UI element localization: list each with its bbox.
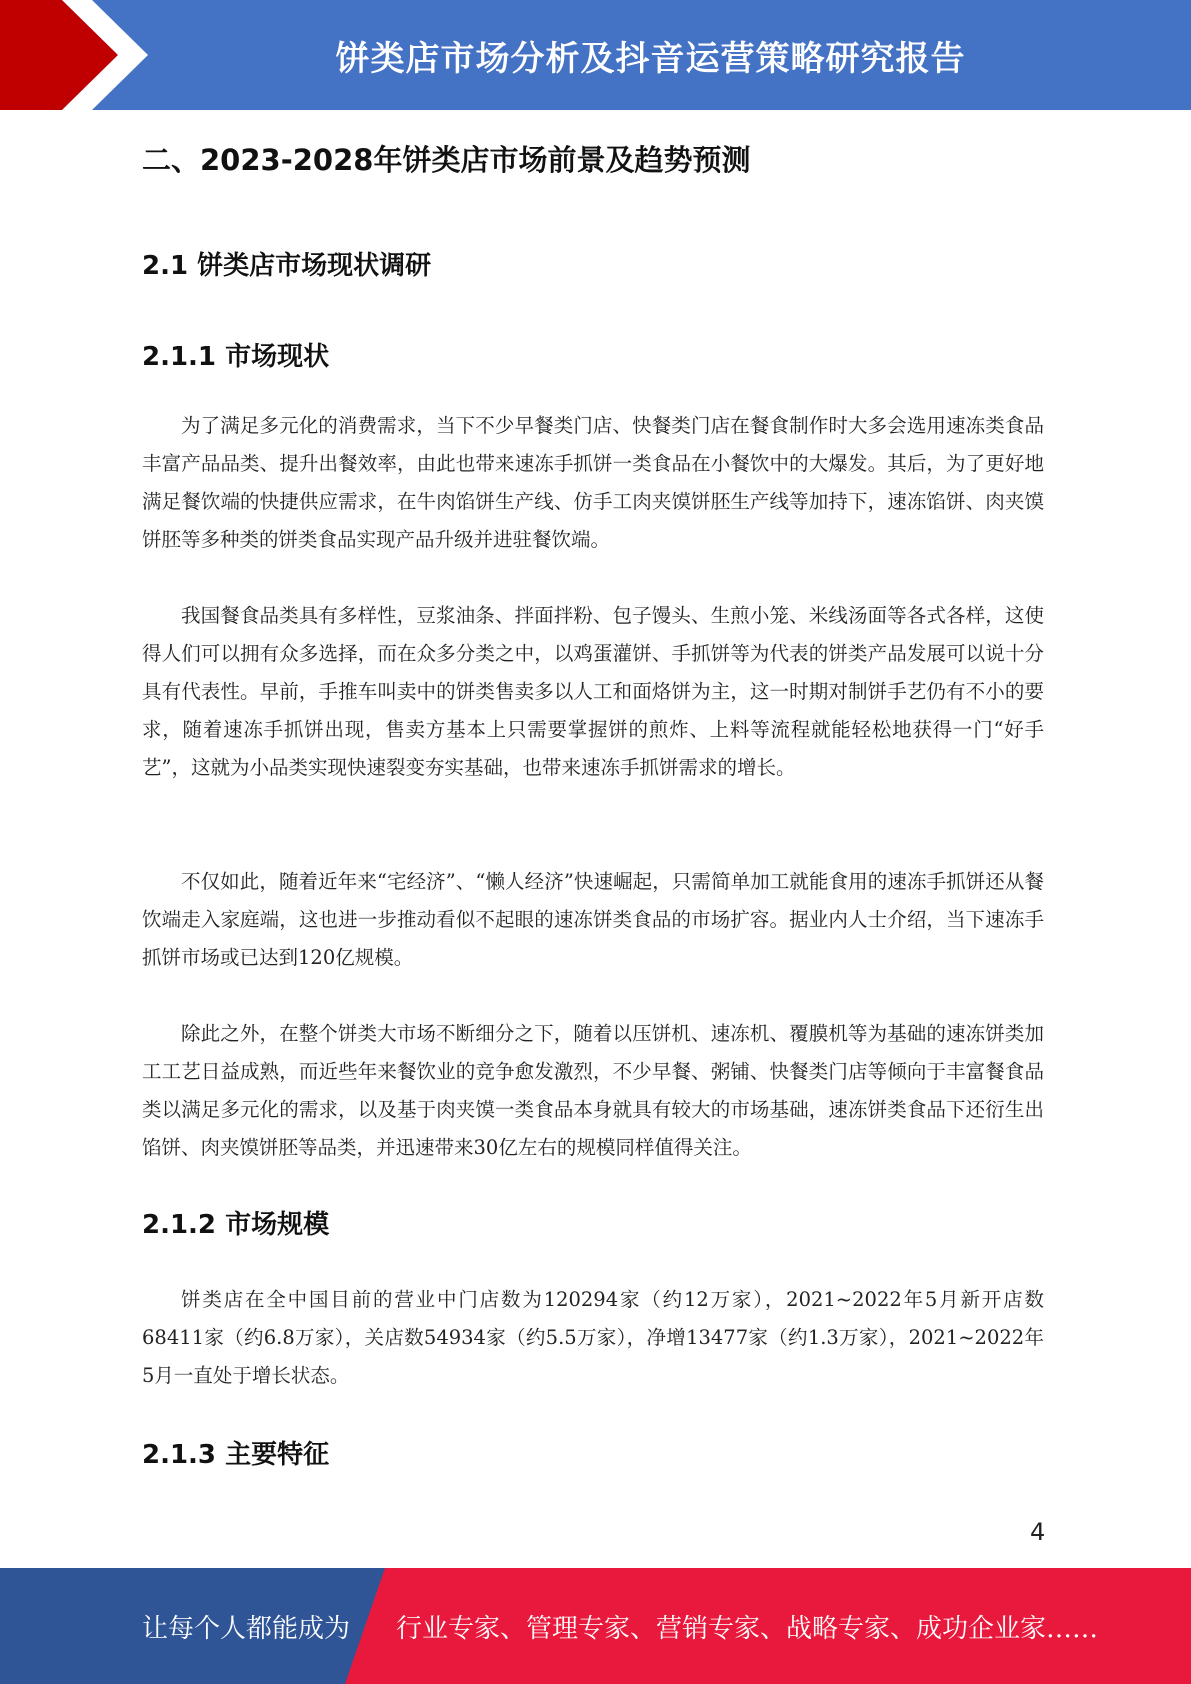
paragraph-market-size: 饼类店在全中国目前的营业中门店数为120294家（约12万家），2021~2022年5月新开店数68411家（约6.8万家），关店数54934家（约5.5万家），净增13477家（约1.3万家），2021~2022年5月一直处于增长状态。	[142, 1288, 1044, 1387]
paragraph-market-status-3: 不仅如此，随着近年来“宅经济”、“懒人经济”快速崛起，只需简单加工就能食用的速冻手抓饼还从餐饮端走入家庭端，这也进一步推动看似不起眼的速冻饼类食品的市场扩容。据业内人士介绍，当下速冻手抓饼市场或已达到120亿规模。	[142, 870, 1044, 969]
footer-slogan-right: 行业专家、管理专家、营销专家、战略专家、成功企业家……	[396, 1613, 1099, 1644]
footer-banner	[0, 1568, 1191, 1684]
report-title: 饼类店市场分析及抖音运营策略研究报告	[335, 38, 966, 79]
section-heading-2-1: 2.1 饼类店市场现状调研	[142, 251, 432, 281]
paragraph-market-status-1: 为了满足多元化的消费需求，当下不少早餐类门店、快餐类门店在餐食制作时大多会选用速冻类食品丰富产品品类、提升出餐效率，由此也带来速冻手抓饼一类食品在小餐饮中的大爆发。其后，为了更好地满足餐饮端的快捷供应需求，在牛肉馅饼生产线、仿手工肉夹馍饼胚生产线等加持下，速冻馅饼、肉夹馍饼胚等多种类的饼类食品实现产品升级并进驻餐饮端。	[142, 414, 1044, 551]
chapter-title: 二、2023-2028年饼类店市场前景及趋势预测	[142, 143, 751, 177]
page-number: 4	[1030, 1518, 1046, 1546]
section-heading-2-1-3: 2.1.3 主要特征	[142, 1440, 330, 1470]
section-heading-2-1-1: 2.1.1 市场现状	[142, 342, 330, 372]
section-heading-2-1-2: 2.1.2 市场规模	[142, 1210, 330, 1240]
footer-slogan-left: 让每个人都能成为	[142, 1613, 351, 1644]
paragraph-market-status-4: 除此之外，在整个饼类大市场不断细分之下，随着以压饼机、速冻机、覆膜机等为基础的速冻饼类加工工艺日益成熟，而近些年来餐饮业的竞争愈发激烈，不少早餐、粥铺、快餐类门店等倾向于丰富餐食品类以满足多元化的需求，以及基于肉夹馍一类食品本身就具有较大的市场基础，速冻饼类食品下还衍生出馅饼、肉夹馍饼胚等品类，并迅速带来30亿左右的规模同样值得关注。	[142, 1022, 1044, 1159]
paragraph-market-status-2: 我国餐食品类具有多样性，豆浆油条、拌面拌粉、包子馒头、生煎小笼、米线汤面等各式各样，这使得人们可以拥有众多选择，而在众多分类之中，以鸡蛋灌饼、手抓饼等为代表的饼类产品发展可以说十分具有代表性。早前，手推车叫卖中的饼类售卖多以人工和面烙饼为主，这一时期对制饼手艺仍有不小的要求，随着速冻手抓饼出现，售卖方基本上只需要掌握饼的煎炸、上料等流程就能轻松地获得一门“好手艺”，这就为小品类实现快速裂变夯实基础，也带来速冻手抓饼需求的增长。	[142, 604, 1044, 779]
header-banner	[0, 0, 1191, 110]
header-chevron-decoration	[0, 0, 160, 110]
